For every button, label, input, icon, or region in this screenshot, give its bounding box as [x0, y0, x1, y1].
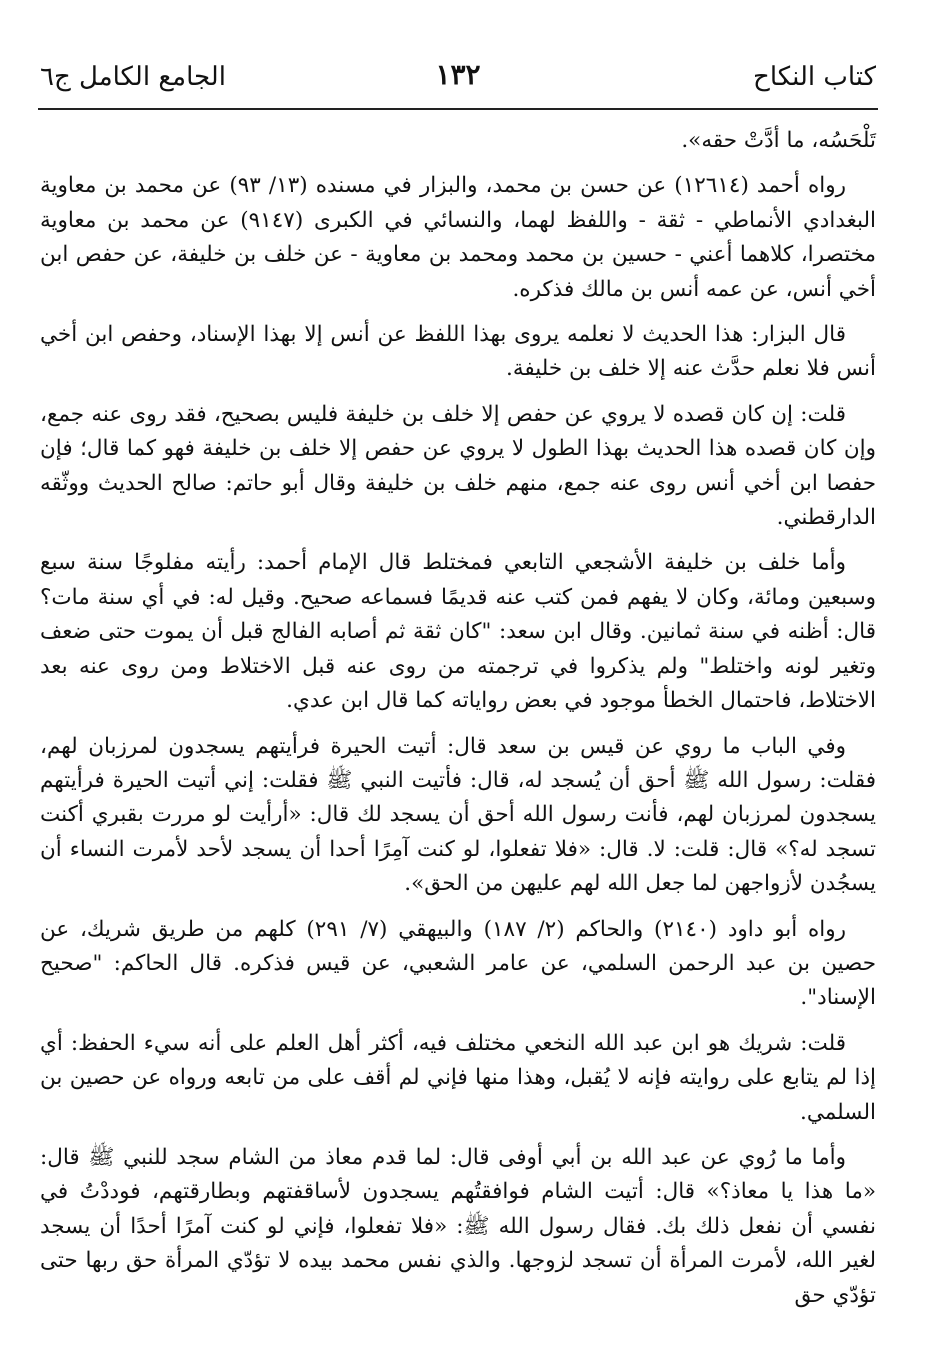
paragraph: وفي الباب ما روي عن قيس بن سعد قال: أتيت الحيرة فرأيتهم يسجدون لمرزبان لهم، فقلت: رسول الله ﷺ أحق أن يُسجد له، قال: فأتيت النبي ﷺ فقلت: إني أتيت الحيرة فرأيتهم يسجدون لمرزبان لهم، فأنت رسول الله أحق أن يسجد لك قال: «أرأيت لو مررت بقبري أكنت تسجد له؟» قال: قلت: لا. قال: «فلا تفعلوا، لو كنت آمِرًا أحدا أن يسجد لأحد لأمرت النساء أن يسجُدن لأزواجهن لما جعل الله لهم عليهن من الحق».: [40, 733, 876, 897]
volume-title: الجامع الكامل ج٦: [40, 62, 226, 92]
paragraph: وأما خلف بن خليفة الأشجعي التابعي فمختلط قال الإمام أحمد: رأيته مفلوجًا سنة سبع وسبعين ومائة، وكان لا يفهم فمن كتب عنه قديمًا فسماعه صحيح. وقيل له: في أي سنة مات؟ قال: أظنه في سنة ثمانين. وقال ابن سعد: "كان ثقة ثم أصابه الفالج قبل أن يموت حتى ضعف وتغير لونه واختلط" ولم يذكروا في ترجمته من روى عنه قبل الاختلاط ومن روى عنه بعد الاختلاط، فاحتمال الخطأ موجود في بعض رواياته كما قال ابن عدي.: [40, 550, 876, 714]
paragraph: قلت: إن كان قصده لا يروي عن حفص إلا خلف بن خليفة فليس بصحيح، فقد روى عنه جمع، وإن كان قصده هذا الحديث بهذا الطول لا يروي عن حفص إلا خلف بن خليفة فهو كما قال؛ فإن حفصا ابن أخي أنس روى عنه جمع، منهم خلف بن خليفة وقال أبو حاتم: صالح الحديث ووثّقه الدارقطني.: [40, 401, 876, 531]
book-title: كتاب النكاح: [753, 62, 876, 92]
paragraph: وأما ما رُوي عن عبد الله بن أبي أوفى قال: لما قدم معاذ من الشام سجد للنبي ﷺ قال: «ما هذا يا معاذ؟» قال: أتيت الشام فوافقتُهم يسجدون لأساقفتهم وبطارقتهم، فوددْتُ في نفسي أن نفعل ذلك بك. فقال رسول الله ﷺ: «فلا تفعلوا، فإني لو كنت آمرًا أحدًا أن يسجد لغير الله، لأمرت المرأة أن تسجد لزوجها. والذي نفس محمد بيده لا تؤدّي المرأة حق ربها حتى تؤدّي حق: [40, 1144, 876, 1308]
paragraph: تَلْحَسُه، ما أدَّتْ حقه».: [681, 128, 876, 153]
header-divider: [38, 108, 878, 110]
paragraph: رواه أبو داود (٢١٤٠) والحاكم (٢/ ١٨٧) والبيهقي (٧/ ٢٩١) كلهم من طريق شريك، عن حصين بن عبد الرحمن السلمي، عن عامر الشعبي، عن قيس فذكره. قال الحاكم: "صحيح الإسناد".: [40, 916, 876, 1011]
paragraph: قلت: شريك هو ابن عبد الله النخعي مختلف فيه، أكثر أهل العلم على أنه سيء الحفظ: أي إذا لم يتابع على روايته فإنه لا يُقبل، وهذا منها فإني لم أقف على من تابعه ورواه عن حصين بن السلمي.: [40, 1030, 876, 1125]
paragraph: قال البزار: هذا الحديث لا نعلمه يروى بهذا اللفظ عن أنس إلا بهذا الإسناد، وحفص ابن أخي أنس فلا نعلم حدَّث عنه إلا خلف بن خليفة.: [40, 322, 876, 382]
paragraph: رواه أحمد (١٢٦١٤) عن حسن بن محمد، والبزار في مسنده (١٣/ ٩٣) عن محمد بن معاوية البغدادي الأنماطي - ثقة - واللفظ لهما، والنسائي في الكبرى (٩١٤٧) عن محمد بن معاوية مختصرا، كلاهما أعني - حسين بن محمد ومحمد بن معاوية - عن خلف بن خليفة، عن حفص ابن أخي أنس، عن عمه أنس بن مالك فذكره.: [40, 173, 876, 302]
page-body: [40, 124, 876, 1324]
page-header: [40, 58, 876, 98]
page-number: ١٣٢: [435, 58, 481, 91]
